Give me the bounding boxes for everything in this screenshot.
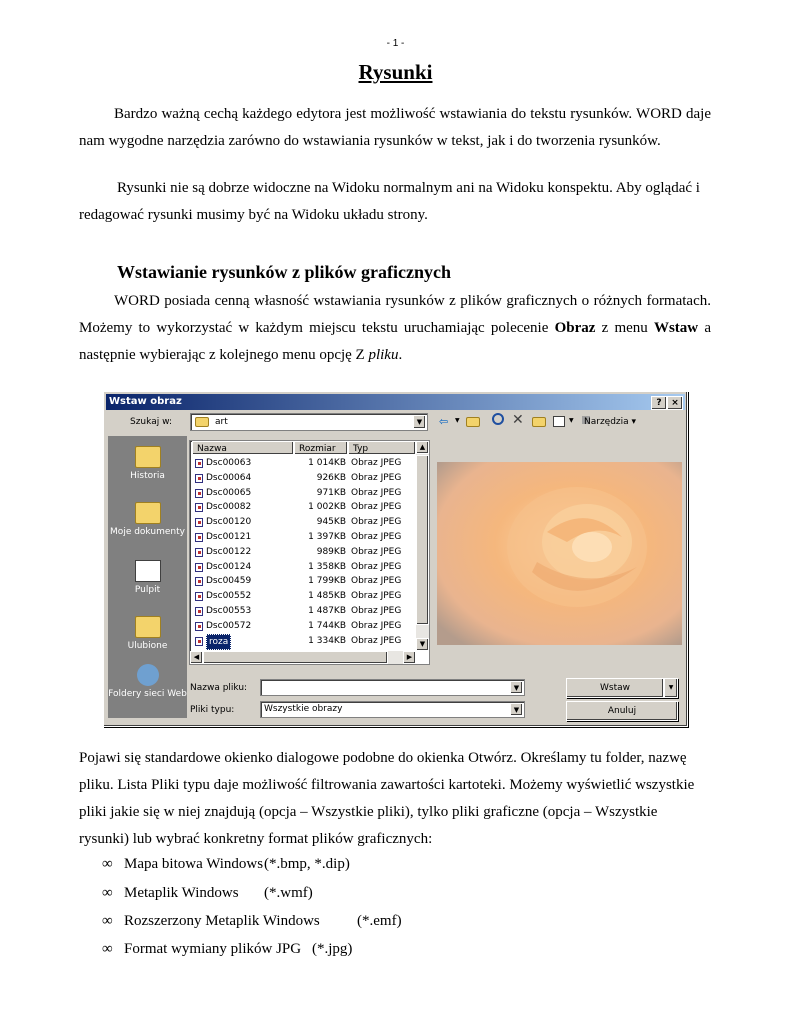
scroll-up-icon[interactable]: ▲ (416, 441, 429, 454)
filename-chevron-down-icon[interactable]: ▼ (510, 681, 523, 694)
insert-picture-dialog (103, 391, 688, 727)
file-name: Dsc00120 (206, 517, 252, 528)
place-favorites-label: Ulubione (127, 641, 168, 651)
file-row[interactable] (192, 456, 417, 471)
column-header-name[interactable]: Nazwa (192, 441, 294, 455)
file-list[interactable] (189, 440, 430, 665)
file-row[interactable] (192, 604, 417, 619)
file-row[interactable] (192, 471, 417, 486)
place-history[interactable] (108, 446, 187, 481)
my-documents-icon (135, 502, 161, 524)
menu-command-obraz: Obraz (554, 320, 596, 336)
back-dropdown-icon[interactable]: ▼ (455, 417, 460, 424)
file-row[interactable] (192, 515, 417, 530)
file-type: Obraz JPEG (351, 561, 402, 572)
file-name: Dsc00553 (206, 606, 252, 616)
file-size: 971KB (316, 487, 346, 498)
look-in-label-text: Szukaj w: (130, 417, 172, 427)
file-name: Dsc00124 (206, 561, 252, 572)
place-my-documents-label: Moje dokumenty (110, 527, 185, 537)
file-type: Obraz JPEG (351, 546, 402, 557)
page-title: Rysunki (358, 60, 433, 84)
jpeg-file-icon (195, 474, 203, 483)
jpeg-file-icon (195, 607, 203, 616)
folder-icon (195, 417, 209, 427)
jpeg-file-icon (195, 548, 203, 557)
history-icon (135, 446, 161, 468)
file-size: 1 397KB (308, 532, 346, 542)
section-heading: Wstawianie rysunków z plików graficznych (117, 262, 452, 282)
cancel-button[interactable] (566, 701, 678, 721)
file-size: 926KB (316, 472, 346, 483)
jpeg-file-icon (195, 459, 203, 468)
format-extension: (*.jpg) (312, 941, 353, 957)
file-type: Obraz JPEG (351, 635, 402, 646)
file-type: Obraz JPEG (351, 620, 402, 631)
file-type: Obraz JPEG (351, 502, 402, 513)
file-name: Dsc00572 (206, 620, 252, 631)
format-name: Format wymiany plików JPG (124, 941, 302, 957)
vertical-scrollbar[interactable] (416, 441, 429, 651)
new-folder-icon[interactable] (532, 417, 546, 427)
file-row[interactable] (192, 634, 417, 649)
file-name: Dsc00121 (206, 532, 252, 542)
scroll-right-icon[interactable]: ▶ (403, 651, 416, 664)
filename-label (190, 683, 247, 693)
places-bar (108, 436, 187, 718)
jpeg-file-icon (195, 563, 203, 572)
bullet-symbol: ∞ (102, 913, 113, 929)
format-extension: (*.wmf) (264, 885, 313, 901)
format-name: Rozszerzony Metaplik Windows (124, 913, 320, 929)
jpeg-file-icon (195, 503, 203, 512)
chevron-down-icon[interactable]: ▼ (413, 415, 426, 429)
jpeg-file-icon (195, 577, 203, 586)
file-size: 945KB (316, 517, 346, 528)
menu-name-wstaw: Wstaw (653, 320, 699, 336)
search-web-icon[interactable] (492, 413, 504, 425)
file-type: Obraz JPEG (351, 576, 402, 587)
jpeg-file-icon (195, 637, 203, 646)
filename-label-text: Nazwa pliku: (190, 683, 248, 693)
file-row[interactable] (192, 589, 417, 604)
views-icon[interactable] (553, 416, 565, 427)
column-header-type[interactable]: Typ (348, 441, 416, 455)
bullet-symbol: ∞ (102, 856, 113, 872)
scroll-left-icon[interactable]: ◀ (190, 651, 203, 664)
favorites-icon (135, 616, 161, 638)
format-list (102, 856, 502, 966)
file-name: Dsc00459 (206, 576, 252, 587)
file-name: Dsc00064 (206, 472, 252, 483)
menu-option-pliku: pliku (368, 347, 399, 363)
file-size: 1 744KB (308, 620, 346, 631)
jpeg-file-icon (195, 518, 203, 527)
tools-label: Narzędzia (584, 417, 629, 427)
web-folders-icon (137, 664, 159, 686)
delete-icon[interactable]: ✕ (512, 412, 524, 428)
file-row[interactable] (192, 530, 417, 545)
file-name: Dsc00122 (206, 546, 252, 557)
file-name: Dsc00063 (206, 458, 252, 468)
place-favorites[interactable] (108, 616, 187, 651)
paragraph-views: Rysunki nie są dobrze widoczne na Widoku normalnym ani na Widoku konspektu. Aby oglądać i redagować rysunki musimy być na Widoku układu strony. (79, 180, 700, 223)
file-size: 1 487KB (308, 606, 346, 616)
format-extension: (*.bmp, *.dip) (264, 856, 350, 872)
file-type: Obraz JPEG (351, 517, 402, 528)
place-desktop-label: Pulpit (134, 585, 161, 595)
file-size: 1 014KB (308, 458, 346, 468)
place-web-folders[interactable] (108, 664, 187, 699)
file-type: Obraz JPEG (351, 458, 402, 468)
look-in-value: art (215, 417, 228, 427)
paragraph-dialog-description: Pojawi się standardowe okienko dialogowe podobne do okienka Otwórz. Określamy tu folder, nazwę pliku. Lista Pliki typu daje możliwość filtrowania zawartości kartoteki. Możemy wyświetlić wszystkie pliki jakie się w niej znajdują (opcja – Wszystkie pliki), tylko pliki graficzne (opcja – Wszystkie rysunki) lub wybrać konkretny format plików graficznych: (79, 750, 695, 847)
format-name: Metaplik Windows (124, 885, 239, 901)
file-size: 1 358KB (308, 561, 346, 572)
jpeg-file-icon (195, 622, 203, 631)
bullet-symbol: ∞ (102, 885, 113, 901)
filetype-chevron-down-icon[interactable]: ▼ (510, 703, 523, 716)
file-row[interactable] (192, 574, 417, 589)
file-type: Obraz JPEG (351, 472, 402, 483)
place-history-label: Historia (130, 471, 165, 481)
paragraph-insert (79, 288, 711, 369)
format-extension: (*.emf) (357, 913, 402, 929)
file-row[interactable] (192, 545, 417, 560)
filetype-label-text: Pliki typu: (190, 705, 235, 715)
file-row[interactable] (192, 500, 417, 515)
file-type: Obraz JPEG (351, 532, 402, 542)
back-icon[interactable]: ⇦ (439, 415, 449, 428)
desktop-icon (135, 560, 161, 582)
file-name: Dsc00552 (206, 591, 252, 602)
insert-options-chevron-icon[interactable]: ▼ (664, 678, 678, 698)
paragraph-insert-text-2: z menu (595, 320, 654, 336)
jpeg-file-icon (195, 592, 203, 601)
place-my-documents[interactable] (108, 502, 187, 537)
place-desktop[interactable] (108, 560, 187, 595)
file-row[interactable] (192, 560, 417, 575)
file-name: roza (206, 634, 231, 651)
cancel-button-label: Anuluj (607, 706, 637, 716)
format-name: Mapa bitowa Windows (124, 856, 264, 872)
look-in-dropdown[interactable] (190, 413, 428, 431)
page-number: - 1 - (386, 38, 405, 49)
scroll-thumb[interactable] (416, 455, 429, 625)
horizontal-scrollbar[interactable] (190, 651, 416, 664)
look-in-label (130, 417, 172, 427)
filetype-label (190, 705, 234, 715)
tools-menu[interactable]: Narzędzia ▾ (584, 417, 637, 427)
jpeg-file-icon (195, 489, 203, 498)
paragraph-intro: Bardzo ważną cechą każdego edytora jest możliwość wstawiania do tekstu rysunków. WORD daje nam wygodne narzędzia zarówno do wstawiania rysunków w tekst, jak i do tworzenia rysunków. (79, 106, 711, 149)
image-preview (437, 462, 682, 645)
jpeg-file-icon (195, 533, 203, 542)
dialog-title: Wstaw obraz (109, 396, 182, 407)
views-dropdown-icon[interactable]: ▼ (569, 417, 574, 424)
file-size: 1 799KB (308, 576, 346, 587)
filetype-select[interactable] (260, 701, 525, 718)
file-type: Obraz JPEG (351, 606, 402, 616)
bullet-symbol: ∞ (102, 941, 113, 957)
paragraph-insert-text-1: WORD posiada cenną własność wstawiania rysunków z plików graficznych o różnych formatach. Możemy to wykorzystać w każdym miejscu tekstu uruchamiając polecenie (79, 293, 711, 336)
file-name: Dsc00065 (206, 487, 252, 498)
insert-button-label: Wstaw (600, 683, 630, 693)
insert-button[interactable] (566, 678, 664, 698)
file-type: Obraz JPEG (351, 487, 402, 498)
filetype-value: Wszystkie obrazy (264, 704, 343, 714)
up-folder-icon[interactable] (466, 417, 480, 427)
file-row[interactable] (192, 619, 417, 634)
file-size: 1 002KB (308, 502, 346, 513)
file-name: Dsc00082 (206, 502, 252, 513)
filename-input[interactable] (260, 679, 525, 696)
dialog-title-bar (106, 394, 685, 410)
file-type: Obraz JPEG (351, 591, 402, 602)
file-size: 1 334KB (308, 635, 346, 646)
close-button[interactable]: × (667, 396, 683, 410)
column-header-size[interactable]: Rozmiar (294, 441, 348, 455)
paragraph-insert-end: . (398, 347, 403, 363)
paragraph-insert-text-3: a następnie wybierając z kolejnego menu opcję Z (79, 320, 711, 363)
hscroll-thumb[interactable] (203, 651, 388, 664)
place-web-folders-label: Foldery sieci Web (108, 689, 187, 699)
help-button[interactable]: ? (651, 396, 667, 410)
file-row[interactable] (192, 486, 417, 501)
file-size: 1 485KB (308, 591, 346, 602)
scroll-down-icon[interactable]: ▼ (416, 638, 429, 651)
rose-preview-image (437, 462, 682, 645)
file-size: 989KB (316, 546, 346, 557)
